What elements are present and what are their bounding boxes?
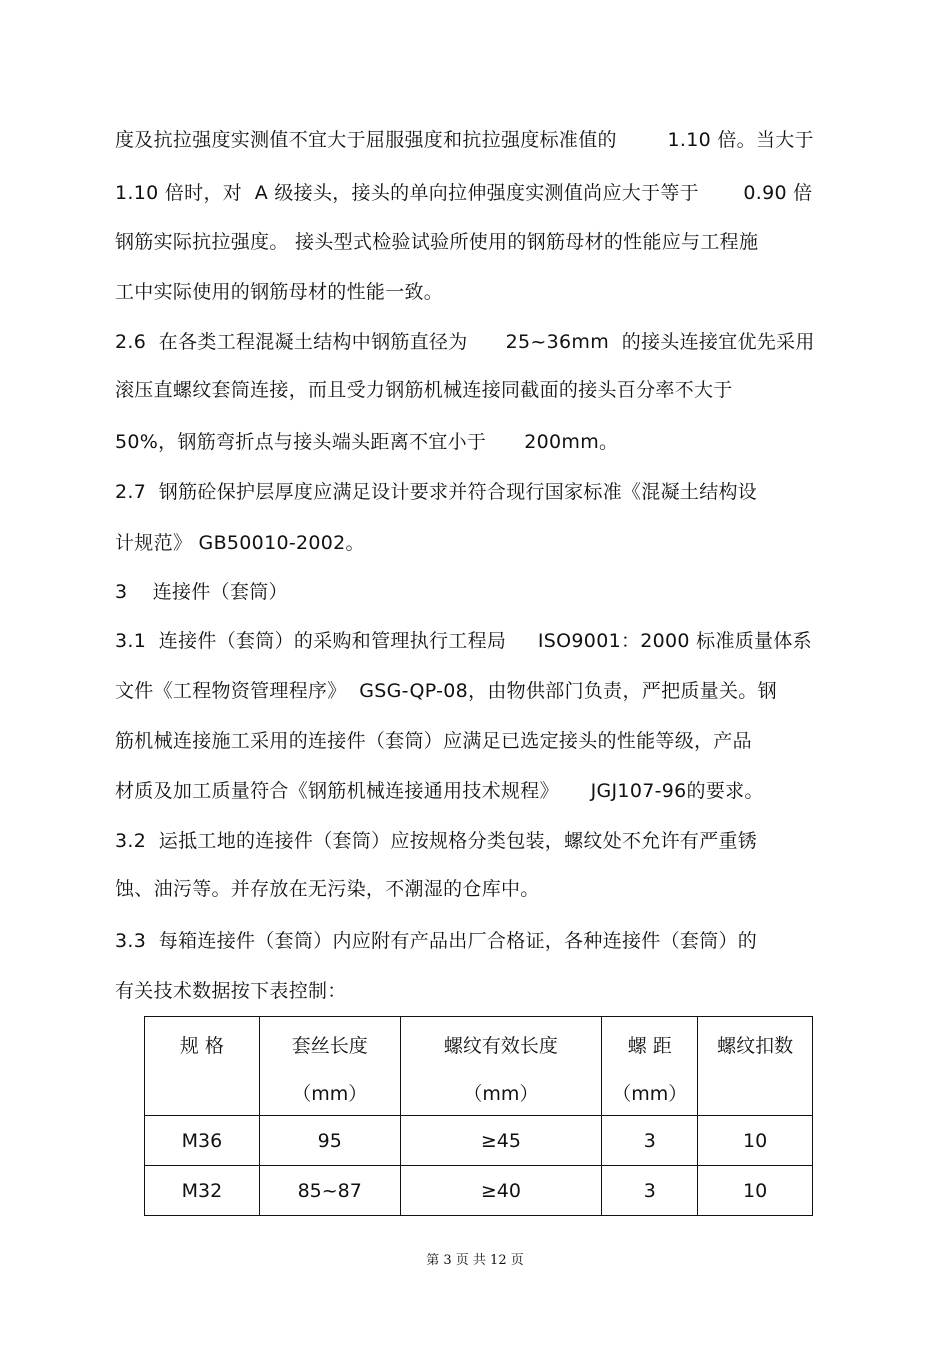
header-unit: （mm） [463, 1083, 539, 1105]
table-row [145, 1116, 813, 1166]
thread-spec-table [144, 1016, 813, 1216]
body-line: 蚀、油污等。并存放在无污染，不潮湿的仓库中。 [115, 878, 540, 900]
body-line: 50%，钢筋弯折点与接头端头距离不宜小于 200mm。 [115, 431, 619, 453]
table-cell: ≥40 [400, 1166, 602, 1216]
table-cell: M32 [145, 1166, 260, 1216]
body-line: 3.3 每箱连接件（套筒）内应附有产品出厂合格证，各种连接件（套筒）的 [115, 930, 758, 952]
page-number: 第 3 页 共 12 页 [426, 1253, 524, 1268]
body-line: 工中实际使用的钢筋母材的性能一致。 [115, 281, 444, 303]
header-label: 规 格 [179, 1035, 224, 1057]
body-line: 材质及加工质量符合《钢筋机械连接通用技术规程》 JGJ107-96的要求。 [115, 780, 764, 802]
body-line: 计规范》 GB50010-2002。 [115, 532, 365, 554]
header-label: 螺纹有效长度 [443, 1035, 558, 1057]
body-line: 滚压直螺纹套筒连接，而且受力钢筋机械连接同截面的接头百分率不大于 [115, 379, 733, 401]
table-cell: 3 [602, 1116, 698, 1166]
header-unit: （mm） [292, 1083, 368, 1105]
table-cell: 10 [698, 1166, 813, 1216]
header-label: 套丝长度 [291, 1035, 368, 1057]
body-line: 筋机械连接施工采用的连接件（套筒）应满足已选定接头的性能等级，产品 [115, 730, 752, 752]
header-label: 螺纹扣数 [717, 1035, 794, 1057]
body-line: 1.10 倍时，对 A 级接头，接头的单向拉伸强度实测值尚应大于等于 0.90 倍 [115, 182, 813, 204]
body-line: 3.1 连接件（套筒）的采购和管理执行工程局 ISO9001：2000 标准质量体系 [115, 630, 812, 652]
table-cell: 85~87 [259, 1166, 400, 1216]
table-cell: 10 [698, 1116, 813, 1166]
header-cell-thread-length [259, 1017, 400, 1116]
body-line: 2.7 钢筋砼保护层厚度应满足设计要求并符合现行国家标准《混凝土结构设 [115, 481, 758, 503]
header-label: 螺 距 [627, 1035, 672, 1057]
body-line: 有关技术数据按下表控制： [115, 980, 347, 1002]
table-cell: 3 [602, 1166, 698, 1216]
table-cell: M36 [145, 1116, 260, 1166]
table-cell: 95 [259, 1116, 400, 1166]
body-line: 3.2 运抵工地的连接件（套筒）应按规格分类包装，螺纹处不允许有严重锈 [115, 830, 758, 852]
body-line: 2.6 在各类工程混凝土结构中钢筋直径为 25~36mm 的接头连接宜优先采用 [115, 331, 815, 353]
header-cell-effective-length [400, 1017, 602, 1116]
table-header-row [145, 1017, 813, 1116]
header-cell-thread-count [698, 1017, 813, 1116]
table-cell: ≥45 [400, 1116, 602, 1166]
body-line: 文件《工程物资管理程序》 GSG-QP-08，由物供部门负责，严把质量关。钢 [115, 680, 777, 702]
body-line: 度及抗拉强度实测值不宜大于屈服强度和抗拉强度标准值的 1.10 倍。当大于 [115, 129, 814, 151]
header-unit: （mm） [612, 1083, 688, 1105]
table-row [145, 1166, 813, 1216]
section-heading: 3 连接件（套筒） [115, 581, 288, 603]
header-cell-spec [145, 1017, 260, 1116]
body-line: 钢筋实际抗拉强度。 接头型式检验试验所使用的钢筋母材的性能应与工程施 [115, 231, 759, 253]
header-cell-pitch [602, 1017, 698, 1116]
